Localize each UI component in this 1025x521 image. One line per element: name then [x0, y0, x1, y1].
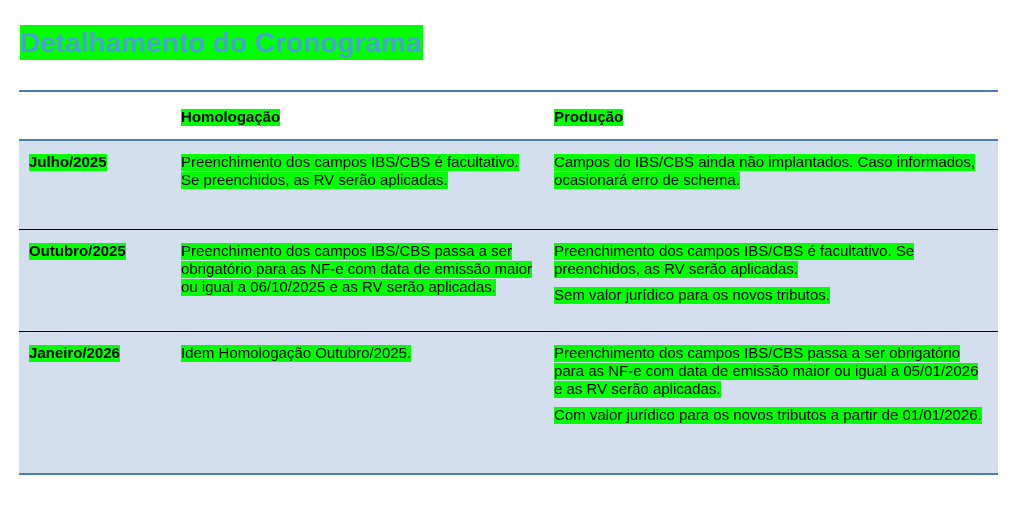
homologacao-cell: Idem Homologação Outubro/2025. [181, 345, 412, 362]
table-row [19, 331, 998, 475]
producao-paragraph: Preenchimento dos campos IBS/CBS passa a ser obrigatório para as NF-e com data de emissão maior ou igual a 05/01/2026 e as RV serão aplicadas. [554, 345, 979, 398]
producao-paragraph: Preenchimento dos campos IBS/CBS é facultativo. Se preenchidos, as RV serão aplicadas. [554, 243, 915, 278]
producao-paragraph: Com valor jurídico para os novos tributos a partir de 01/01/2026. [554, 407, 982, 424]
period-cell: Julho/2025 [29, 154, 107, 171]
producao-paragraph: Sem valor jurídico para os novos tributos. [554, 287, 830, 304]
table-row [19, 229, 998, 331]
period-cell: Janeiro/2026 [29, 345, 120, 362]
table-header-row [19, 90, 998, 141]
producao-cell [554, 243, 989, 305]
producao-cell [554, 345, 989, 425]
header-cell-producao: Produção [554, 109, 624, 126]
homologacao-cell: Preenchimento dos campos IBS/CBS é facultativo. Se preenchidos, as RV serão aplicadas. [181, 154, 519, 189]
producao-cell: Campos do IBS/CBS ainda não implantados. Caso informados, ocasionará erro de schema. [554, 154, 976, 189]
section-title: Detalhamento do Cronograma [20, 27, 422, 58]
header-cell-homologacao: Homologação [181, 109, 281, 126]
table-row [19, 141, 998, 229]
homologacao-cell: Preenchimento dos campos IBS/CBS passa a ser obrigatório para as NF-e com data de emissão maior ou igual a 06/10/2025 e as RV serão aplicadas. [181, 243, 532, 296]
period-cell: Outubro/2025 [29, 243, 126, 260]
schedule-table [19, 90, 998, 475]
clipped-previous-text [0, 0, 1025, 5]
